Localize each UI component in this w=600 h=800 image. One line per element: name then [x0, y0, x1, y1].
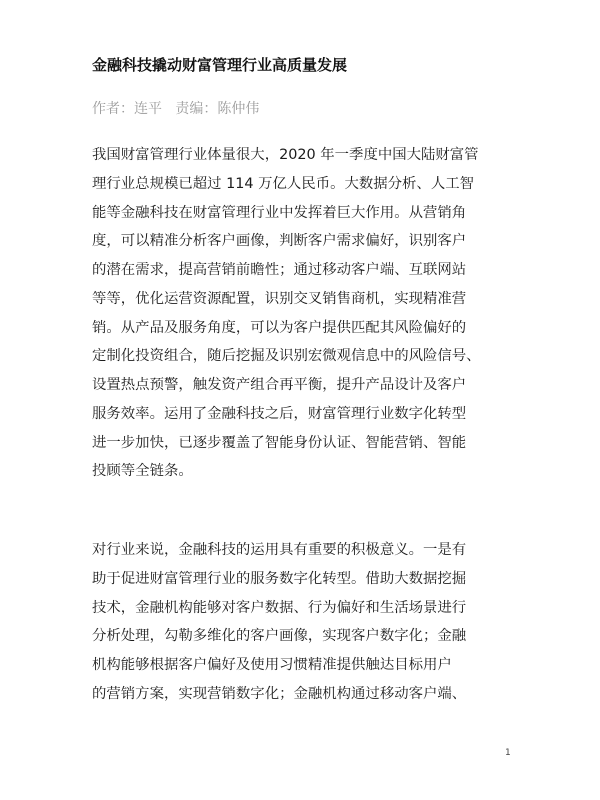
paragraph-line: 度，可以精准分析客户画像，判断客户需求偏好，识别客户	[92, 233, 467, 250]
paragraph-line: 的营销方案，实现营销数字化；金融机构通过移动客户端、	[92, 685, 467, 702]
paragraph-line: 的潜在需求，提高营销前瞻性；通过移动客户端、互联网站	[92, 262, 467, 278]
paragraph-line: 助于促进财富管理行业的服务数字化转型。借助大数据挖掘	[92, 570, 467, 587]
paragraph-line: 投顾等全链条。	[92, 463, 193, 480]
page-number: 1	[505, 748, 511, 758]
paragraph-line: 等等，优化运营资源配置，识别交叉销售商机，实现精准营	[92, 290, 467, 307]
paragraph-line: 我国财富管理行业体量很大，2020 年一季度中国大陆财富管	[92, 147, 479, 163]
paragraph-line: 理行业总规模已超过 114 万亿人民币。大数据分析、人工智	[92, 175, 474, 192]
paragraph-line: 设置热点预警，触发资产组合再平衡，提升产品设计及客户	[92, 377, 467, 393]
paragraph-line: 进一步加快，已逐步覆盖了智能身份认证、智能营销、智能	[92, 434, 467, 451]
paragraph-line: 能等金融科技在财富管理行业中发挥着巨大作用。从营销角	[92, 204, 467, 221]
article-byline: 作者：连平 责编：陈仲伟	[92, 101, 260, 117]
paragraph-line: 定制化投资组合，随后挖掘及识别宏微观信息中的风险信号、	[92, 348, 481, 365]
paragraph-line: 分析处理，勾勒多维化的客户画像，实现客户数字化；金融	[92, 628, 467, 645]
paragraph-line: 机构能够根据客户偏好及使用习惯精准提供触达目标用户	[92, 657, 452, 673]
paragraph-line: 服务效率。运用了金融科技之后，财富管理行业数字化转型	[92, 405, 467, 422]
paragraph-1	[92, 141, 532, 486]
article-title: 金融科技撬动财富管理行业高质量发展	[92, 56, 348, 74]
paragraph-line: 销。从产品及服务角度，可以为客户提供匹配其风险偏好的	[92, 319, 467, 336]
paragraph-line: 技术，金融机构能够对客户数据、行为偏好和生活场景进行	[92, 599, 467, 616]
paragraph-line: 对行业来说，金融科技的运用具有重要的积极意义。一是有	[92, 542, 467, 558]
paragraph-2	[92, 536, 532, 709]
